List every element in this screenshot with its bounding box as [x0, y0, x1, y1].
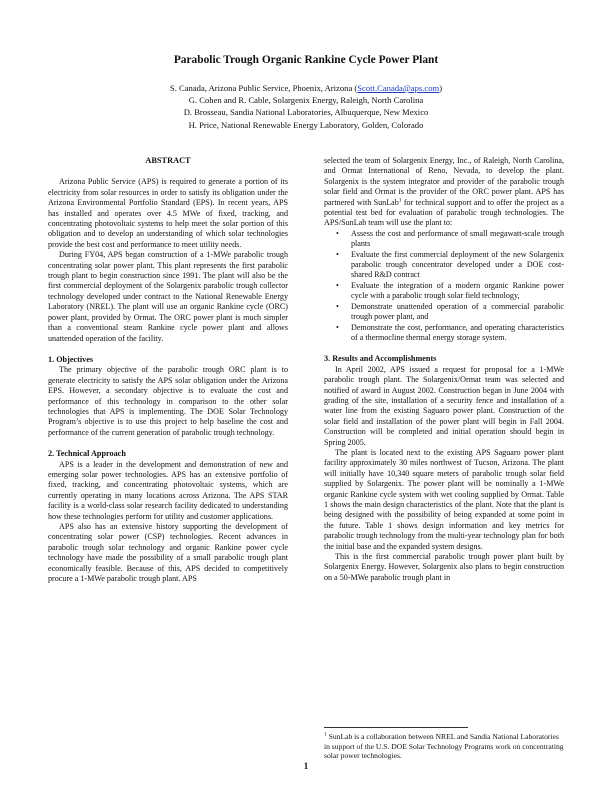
bullet-icon: •: [336, 249, 339, 259]
author-line-4: H. Price, National Renewable Energy Laboratory, Golden, Colorado: [188, 119, 424, 130]
list-item: [324, 250, 564, 281]
footnote-divider: [324, 727, 468, 728]
bullet-icon: •: [336, 301, 339, 311]
approach-heading: 2. Technical Approach: [48, 449, 126, 459]
author-line-1: [0, 82, 612, 94]
author-email-link[interactable]: Scott.Canada@aps.com: [357, 83, 440, 93]
footnote-ref-1: 1: [398, 196, 402, 203]
abstract-paragraph-2: During FY04, APS began construction of a 1-MWe parabolic trough concentrating solar power plant. This plant represents the first parabolic trough plant to begin construction since 1991. The plant will also be the first commercial deployment of the Solargenix parabolic trough collector technology developed under contract to the National Renewable Energy Laboratory (NREL). The plant will use an organic Rankine cycle (ORC) power plant, provided by Ormat. The ORC power plant is much simpler than a conventional steam Rankine cycle power plant and allows unattended operation of the facility.: [48, 250, 288, 343]
author-block: [0, 82, 612, 131]
results-paragraph-1: In April 2002, APS issued a request for proposal for a 1-MWe parabolic trough plant. The Solargenix/Ormat team was selected and notified of award in August 2002. Construction began in June 2004 with grading of the site, installation of a security fence and installation of a water line from the existing Saguaro power plant. Construction of the solar field and installation of the power plant will begin in Fall 2004. Construction will be completed and initial operation should begin in Spring 2005.: [324, 364, 564, 447]
bullet-icon: •: [336, 322, 339, 332]
bullet-text: Evaluate the first commercial deployment of the new Solargenix parabolic trough concentrator developed under a DOE cost-shared R&D contract: [351, 249, 564, 280]
author-line-3: D. Brosseau, Sandia National Laboratories, Albuquerque, New Mexico: [183, 107, 429, 118]
results-heading: 3. Results and Accomplishments: [324, 354, 437, 364]
footnote-mark: 1: [324, 731, 327, 738]
objectives-heading: 1. Objectives: [48, 354, 94, 364]
list-item: [324, 323, 564, 344]
list-item: [324, 229, 564, 250]
approach-paragraph-1: APS is a leader in the development and demonstration of new and emerging solar power technologies. APS has an extensive portfolio of fixed, tracking, and concentrating photovoltaic systems, which are currently operating in many locations across Arizona. The APS STAR facility is a world-class solar research facility dedicated to understanding how these technologies perform for utility and customer applications.: [48, 459, 288, 521]
approach-p3-text-a: selected the team of Solargenix Energy, Inc., of Raleigh, North Carolina, and Ormat International of Reno, Nevada, to develop the plant. Solargenix is the system integrator and provider of the parabolic trough solar field and Ormat is the provider of the ORC power plant. APS has partnered with SunLab: [324, 156, 564, 207]
results-paragraph-2: The plant is located next to the existing APS Saguaro power plant facility approximately 30 miles northwest of Tucson, Arizona. The plant will initially have 10,340 square meters of parabolic trough solar field supplied by Solargenix. The power plant will be nominally a 1-MWe organic Rankine cycle system with wet cooling supplied by Ormat. Table 1 shows the main design characteristics of the plant. Note that the plant is being designed with the possibility of being expanded at some point in the future. Table 1 shows design information and key metrics for parabolic trough technology from the multi-year technology plan for both the initial base and the expanded system designs.: [324, 447, 564, 551]
footnote-text: SunLab is a collaboration between NREL and Sandia National Laboratories in support of the U.S. DOE Solar Technology Programs work on concentrating solar power technologies.: [324, 732, 564, 761]
bullet-text: Demonstrate the cost, performance, and operating characteristics of a thermocline thermal energy storage system.: [351, 322, 564, 342]
author-line-2: G. Cohen and R. Cable, Solargenix Energy, Raleigh, North Carolina: [188, 95, 424, 106]
bullet-icon: •: [336, 228, 339, 238]
bullet-text: Evaluate the integration of a modern organic Rankine power cycle with a parabolic trough solar field technology,: [351, 280, 564, 301]
objective-bullet-list: [324, 229, 564, 343]
author-line-1-prefix: S. Canada, Arizona Public Service, Phoenix, Arizona (: [169, 83, 358, 93]
right-column: [324, 156, 564, 583]
objectives-paragraph-1: The primary objective of the parabolic trough ORC plant is to generate electricity to satisfy the APS solar obligation under the Arizona EPS. However, a secondary objective is to evaluate the cost and performance of this technology in comparison to the other solar technologies that APS is implementing. The DOE Solar Technology Program’s objective is to use this project to help baseline the cost and performance of the current generation of parabolic trough technology.: [48, 365, 288, 437]
list-item: [324, 302, 564, 323]
footnote: [324, 732, 564, 761]
abstract-paragraph-1: Arizona Public Service (APS) is required to generate a portion of its electricity from solar resources in order to satisfy its obligation under the Arizona Environmental Portfolio Standard (EPS). In recent years, APS has installed and operates over 4.5 MWe of fixed, tracking, and concentrating photovoltaic systems to help meet the solar portion of this obligation and to develop an understanding of which solar technologies provide the best cost and performance to meet utility needs.: [48, 177, 288, 249]
bullet-icon: •: [336, 280, 339, 290]
results-paragraph-3: This is the first commercial parabolic trough power plant built by Solargenix Energy. However, Solargenix also plans to begin construction on a 50-MWe parabolic trough plant in: [324, 552, 564, 582]
abstract-heading: ABSTRACT: [145, 156, 191, 165]
left-column: [48, 156, 288, 584]
bullet-text: Demonstrate unattended operation of a commercial parabolic trough power plant, and: [351, 301, 564, 322]
page-number: 1: [303, 761, 309, 771]
approach-paragraph-2: APS also has an extensive history supporting the development of concentrating solar power (CSP) technologies. Recent advances in parabolic trough solar technology and organic Rankine power cycle technology have made the possibility of a small parabolic trough plant economically feasible. Because of this, APS decided to competitively procure a 1-MWe parabolic trough plant. APS: [48, 522, 288, 584]
approach-p3-text-b: for technical support and to offer the project as a potential test bed for evaluation of parabolic trough technologies. The APS/SunLab team will use the plant to:: [324, 197, 564, 228]
approach-paragraph-3: [324, 156, 564, 229]
paper-title: Parabolic Trough Organic Rankine Cycle Power Plant: [173, 54, 439, 66]
author-line-1-suffix: ): [439, 83, 443, 93]
bullet-text: Assess the cost and performance of small megawatt-scale trough plants: [351, 228, 564, 249]
list-item: [324, 281, 564, 302]
